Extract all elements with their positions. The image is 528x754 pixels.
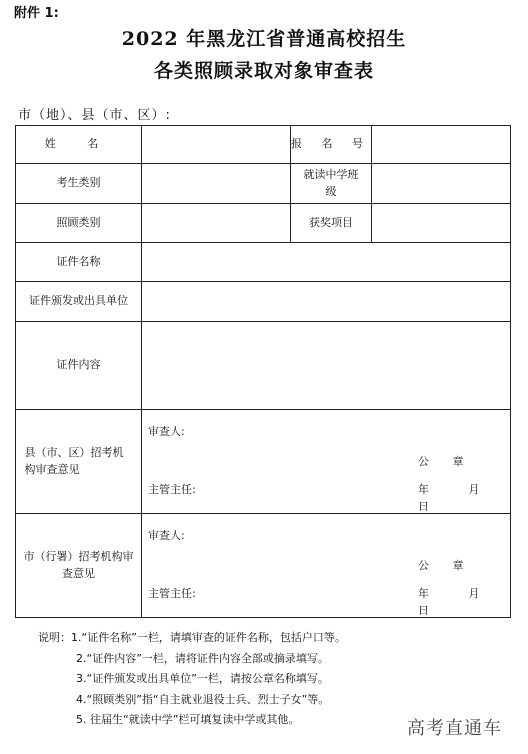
row-care-type xyxy=(16,204,511,243)
school-class-label: 就读中学班级 xyxy=(291,164,372,204)
city-date-label: 年 月 日 xyxy=(418,587,498,617)
name-field[interactable] xyxy=(142,126,291,164)
attachment-label: 附件 1: xyxy=(14,6,59,21)
care-type-label: 照顾类别 xyxy=(16,204,142,243)
county-review-label: 县（市、区）招考机构审查意见 xyxy=(16,410,142,514)
cert-content-field[interactable] xyxy=(142,322,511,410)
note-item-4: 4.“照顾类别”指“自主就业退役士兵、烈士子女”等。 xyxy=(76,692,330,706)
note-item-2: 2.“证件内容”一栏，请将证件内容全部或摘录填写。 xyxy=(76,651,329,665)
city-seal-label: 公 章 xyxy=(418,559,474,572)
note-item-5: 5. 往届生“就读中学”栏可填复读中学或其他。 xyxy=(76,713,300,726)
candidate-type-field[interactable] xyxy=(142,164,291,204)
name-label: 姓 名 xyxy=(16,126,142,164)
cert-issuer-field[interactable] xyxy=(142,282,511,322)
notes-prefix: 说明： xyxy=(38,631,71,644)
row-cert-content xyxy=(16,322,511,410)
city-supervisor-label: 主管主任: xyxy=(148,587,196,600)
city-review-label: 市（行署）招考机构审查意见 xyxy=(16,514,142,618)
cert-name-field[interactable] xyxy=(142,243,511,282)
cert-content-label: 证件内容 xyxy=(16,322,142,410)
row-cert-issuer xyxy=(16,282,511,322)
row-name xyxy=(16,126,511,164)
award-label: 获奖项目 xyxy=(291,204,372,243)
cert-name-label: 证件名称 xyxy=(16,243,142,282)
county-review-field[interactable] xyxy=(142,410,511,514)
row-county-review xyxy=(16,410,511,514)
review-form-table xyxy=(15,125,511,618)
page-title-line1: 2022 年黑龙江省普通高校招生 xyxy=(121,28,407,50)
region-label: 市（地）、县（市、区）: xyxy=(18,108,171,123)
county-supervisor-label: 主管主任: xyxy=(148,483,196,496)
county-seal-label: 公 章 xyxy=(418,455,474,468)
county-reviewer-label: 审查人: xyxy=(148,425,185,438)
watermark: 高考直通车 xyxy=(407,718,502,739)
note-item-1: 说明：1.“证件名称”一栏，请填审查的证件名称，包括户口等。 xyxy=(38,631,346,644)
cert-issuer-label: 证件颁发或出具单位 xyxy=(16,282,142,322)
reg-no-field[interactable] xyxy=(372,126,511,164)
city-review-field[interactable] xyxy=(142,514,511,618)
row-cert-name xyxy=(16,243,511,282)
reg-no-label: 报 名 号 xyxy=(291,126,372,164)
candidate-type-label: 考生类别 xyxy=(16,164,142,204)
notes-section xyxy=(38,628,346,731)
care-type-field[interactable] xyxy=(142,204,291,243)
city-reviewer-label: 审查人: xyxy=(148,529,185,542)
note-item-3: 3.“证件颁发或出具单位”一栏，请按公章名称填写。 xyxy=(76,672,329,685)
row-candidate-type xyxy=(16,164,511,204)
county-date-label: 年 月 日 xyxy=(418,483,498,513)
school-class-field[interactable] xyxy=(372,164,511,204)
row-city-review xyxy=(16,514,511,618)
award-field[interactable] xyxy=(372,204,511,243)
page-title-line2: 各类照顾录取对象审查表 xyxy=(153,60,374,82)
